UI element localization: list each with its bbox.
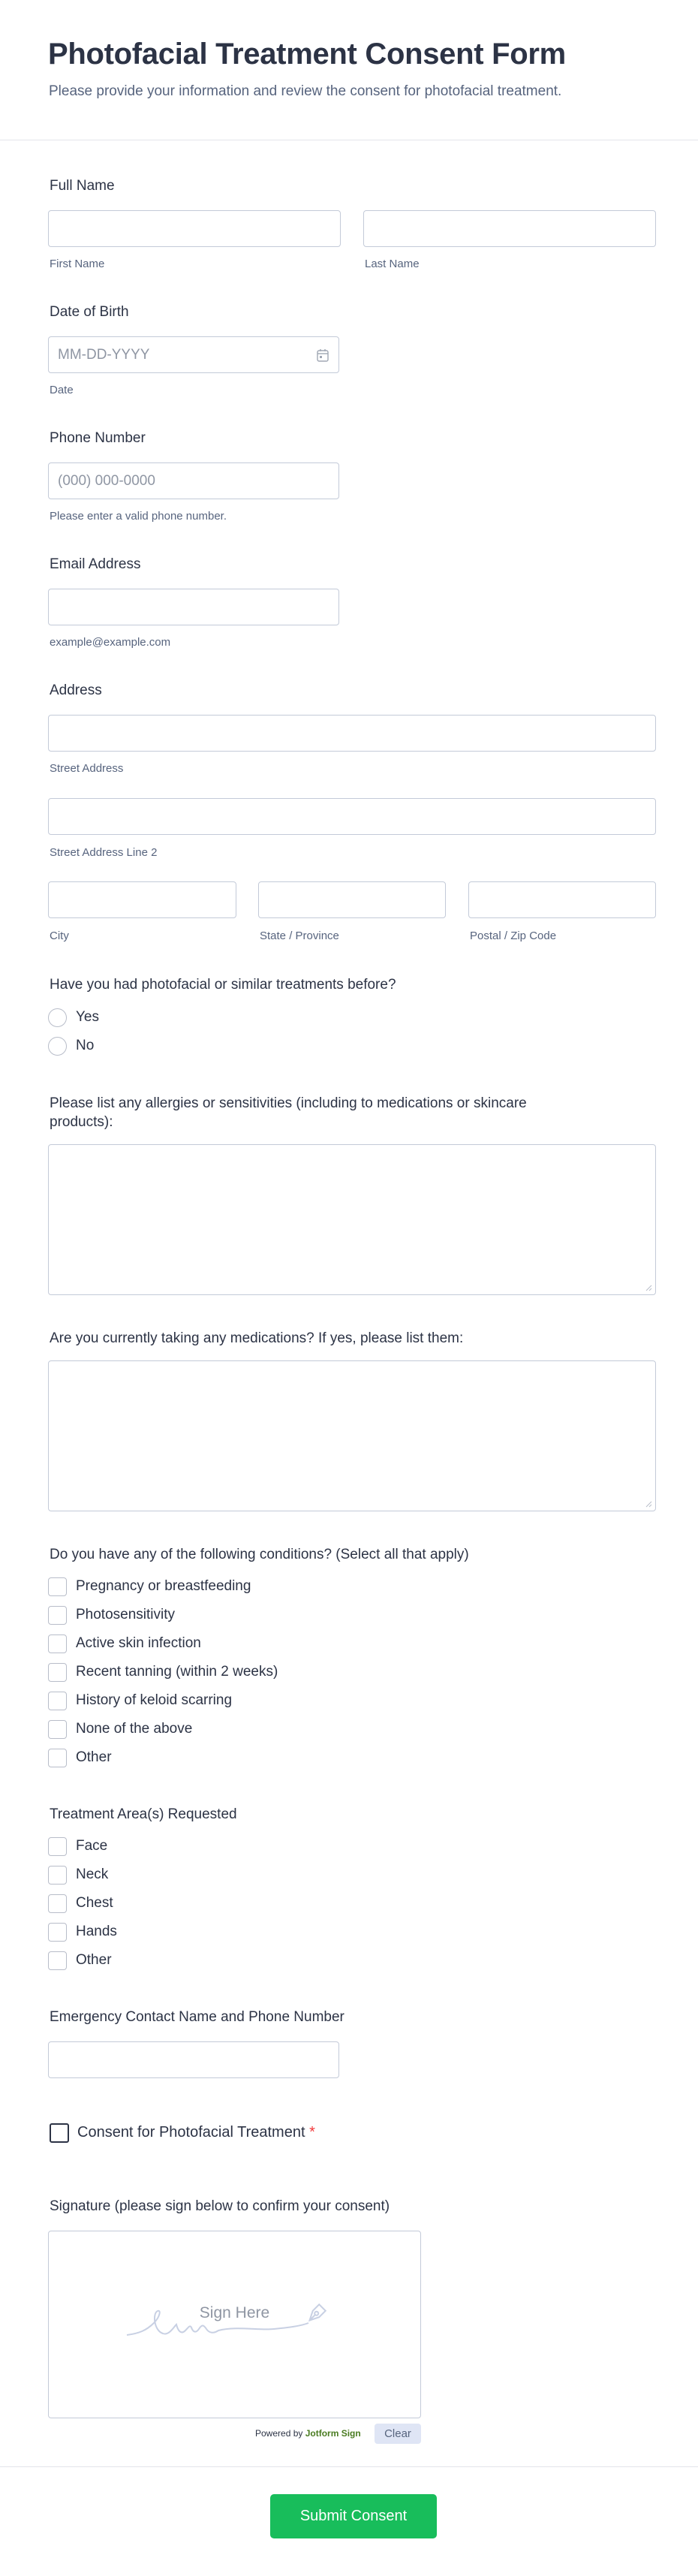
resize-handle-icon[interactable] — [645, 1284, 652, 1291]
condition-checkbox-photosensitivity[interactable] — [48, 1606, 67, 1625]
condition-checkbox-skin-infection[interactable] — [48, 1634, 67, 1653]
condition-checkbox-tanning[interactable] — [48, 1663, 67, 1682]
address-label: Address — [50, 682, 102, 698]
area-checkbox-chest[interactable] — [48, 1894, 67, 1913]
emergency-contact-label: Emergency Contact Name and Phone Number — [50, 2009, 344, 2025]
radio-no-label[interactable]: No — [76, 1038, 95, 1053]
emergency-contact-input[interactable] — [48, 2041, 339, 2078]
consent-checkbox[interactable] — [50, 2123, 69, 2143]
dob-sublabel: Date — [50, 384, 74, 396]
footer-divider — [0, 2466, 698, 2467]
form-subtitle: Please provide your information and review the consent for photofacial treatment. — [49, 83, 562, 99]
phone-label: Phone Number — [50, 430, 146, 446]
area-checkbox-neck[interactable] — [48, 1866, 67, 1885]
area-label-other[interactable]: Other — [76, 1952, 112, 1968]
area-label-chest[interactable]: Chest — [76, 1895, 113, 1911]
calendar-icon[interactable] — [317, 348, 329, 362]
required-asterisk: * — [309, 2124, 315, 2141]
area-label-face[interactable]: Face — [76, 1838, 108, 1854]
condition-checkbox-other[interactable] — [48, 1749, 67, 1767]
full-name-label: Full Name — [50, 178, 115, 194]
powered-by-prefix: Powered by — [255, 2428, 303, 2439]
condition-label-none[interactable]: None of the above — [76, 1721, 193, 1737]
resize-handle-icon[interactable] — [645, 1500, 652, 1508]
email-input[interactable] — [48, 589, 339, 625]
powered-by-text — [255, 2428, 361, 2439]
city-input[interactable] — [48, 881, 236, 918]
phone-sublabel: Please enter a valid phone number. — [50, 510, 227, 523]
dob-label: Date of Birth — [50, 304, 129, 320]
street-address-2-sublabel: Street Address Line 2 — [50, 846, 158, 859]
condition-label-other[interactable]: Other — [76, 1749, 112, 1765]
street-address-sublabel: Street Address — [50, 762, 124, 775]
zip-input[interactable] — [468, 881, 656, 918]
condition-label-keloid[interactable]: History of keloid scarring — [76, 1692, 233, 1708]
pen-nib-icon — [302, 2300, 329, 2327]
condition-checkbox-pregnancy[interactable] — [48, 1577, 67, 1596]
radio-no[interactable] — [48, 1037, 67, 1056]
first-name-sublabel: First Name — [50, 258, 105, 270]
allergies-textarea[interactable] — [48, 1144, 656, 1295]
city-sublabel: City — [50, 929, 69, 942]
medications-label: Are you currently taking any medications? If yes, please list them: — [50, 1330, 464, 1346]
jotform-sign-brand: Jotform Sign — [305, 2428, 361, 2439]
state-sublabel: State / Province — [260, 929, 339, 942]
dob-placeholder: MM-DD-YYYY — [58, 347, 150, 363]
radio-yes-label[interactable]: Yes — [76, 1009, 99, 1025]
allergies-label-line2: products): — [50, 1114, 113, 1130]
signature-pad[interactable] — [48, 2231, 421, 2418]
consent-label[interactable] — [77, 2124, 315, 2141]
condition-checkbox-keloid[interactable] — [48, 1692, 67, 1710]
submit-button[interactable]: Submit Consent — [270, 2494, 437, 2538]
phone-placeholder: (000) 000-0000 — [58, 473, 155, 489]
area-checkbox-hands[interactable] — [48, 1923, 67, 1942]
condition-label-tanning[interactable]: Recent tanning (within 2 weeks) — [76, 1664, 278, 1680]
street-address-2-input[interactable] — [48, 798, 656, 835]
first-name-input[interactable] — [48, 210, 341, 247]
last-name-input[interactable] — [363, 210, 656, 247]
dob-input[interactable] — [48, 336, 339, 373]
last-name-sublabel: Last Name — [365, 258, 420, 270]
conditions-label: Do you have any of the following conditions? (Select all that apply) — [50, 1547, 469, 1562]
clear-signature-button[interactable]: Clear — [375, 2424, 421, 2444]
allergies-label-line1: Please list any allergies or sensitivities (including to medications or skincare — [50, 1095, 527, 1111]
email-label: Email Address — [50, 556, 141, 572]
medications-textarea[interactable] — [48, 1360, 656, 1511]
area-label-neck[interactable]: Neck — [76, 1866, 109, 1882]
zip-sublabel: Postal / Zip Code — [470, 929, 557, 942]
condition-label-photosensitivity[interactable]: Photosensitivity — [76, 1607, 176, 1622]
signature-placeholder: Sign Here — [199, 2304, 270, 2321]
area-label-hands[interactable]: Hands — [76, 1924, 117, 1939]
phone-input[interactable] — [48, 462, 339, 499]
signature-label: Signature (please sign below to confirm your consent) — [50, 2198, 390, 2214]
condition-label-pregnancy[interactable]: Pregnancy or breastfeeding — [76, 1578, 251, 1594]
radio-yes[interactable] — [48, 1008, 67, 1027]
email-sublabel: example@example.com — [50, 636, 171, 649]
treatment-areas-label: Treatment Area(s) Requested — [50, 1806, 237, 1822]
area-checkbox-other[interactable] — [48, 1951, 67, 1970]
form-title: Photofacial Treatment Consent Form — [48, 38, 566, 71]
condition-label-skin-infection[interactable]: Active skin infection — [76, 1635, 201, 1651]
state-input[interactable] — [258, 881, 446, 918]
area-checkbox-face[interactable] — [48, 1837, 67, 1856]
prior-treatments-label: Have you had photofacial or similar treatments before? — [50, 977, 396, 993]
consent-label-text: Consent for Photofacial Treatment — [77, 2124, 305, 2141]
condition-checkbox-none[interactable] — [48, 1720, 67, 1739]
street-address-input[interactable] — [48, 715, 656, 752]
